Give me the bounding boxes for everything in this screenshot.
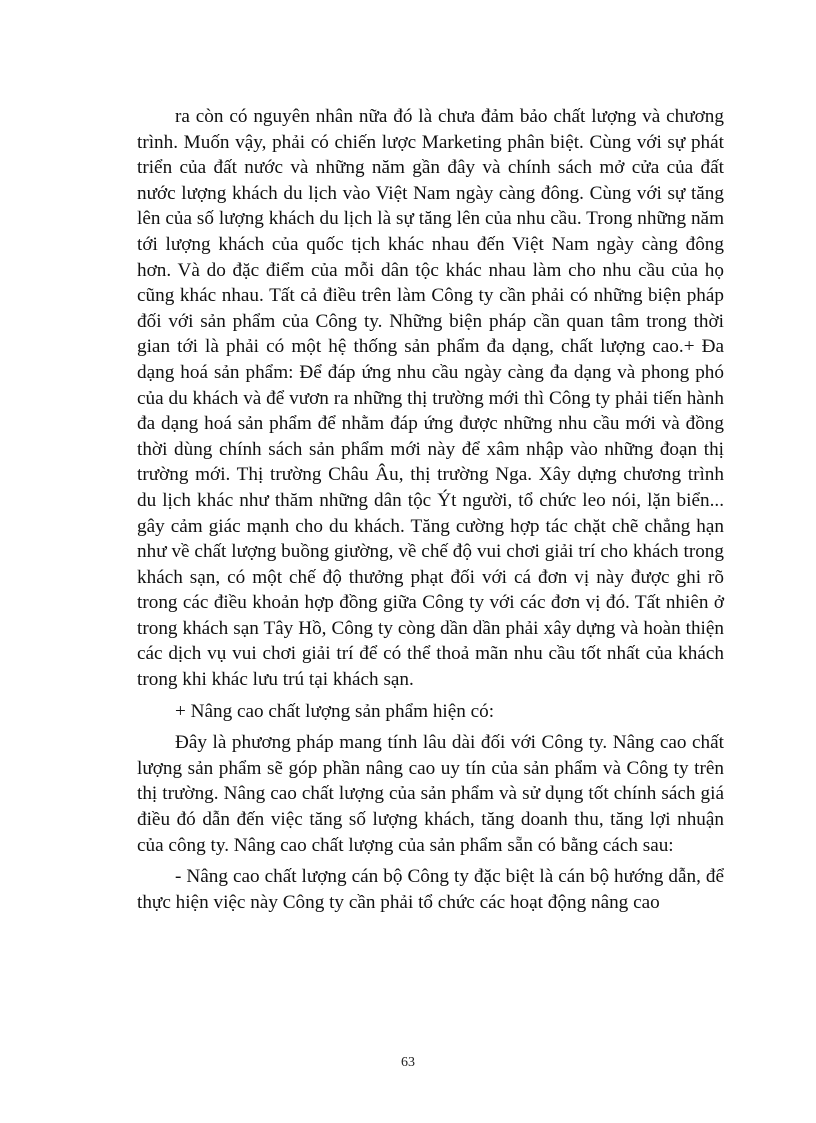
paragraph-staff-improvement: - Nâng cao chất lượng cán bộ Công ty đặc biệt là cán bộ hướng dẫn, để thực hiện việc này Công ty cần phải tổ chức các hoạt động nâng cao xyxy=(137,866,724,913)
paragraph-marketing-strategy: ra còn có nguyên nhân nữa đó là chưa đảm bảo chất lượng và chương trình. Muốn vậy, phải có chiến lược Marketing phân biệt. Cùng với sự phát triển của đất nước và những năm gần đây và chính sách mở cửa của đất nước lượng khách du lịch vào Việt Nam ngày càng đông. Cùng với sự tăng lên của số lượng khách du lịch là sự tăng lên của nhu cầu. Trong những năm tới lượng khách của quốc tịch khác nhau đến Việt Nam ngày càng đông hơn. Và do đặc điểm của mỗi dân tộc khác nhau làm cho nhu cầu của họ cũng khác nhau. Tất cả điều trên làm Công ty cần phải có những biện pháp đối với sản phẩm của Công ty. Những biện pháp cần quan tâm trong thời gian tới là phải có một hệ thống sản phẩm đa dạng, chất lượng cao.+ Đa dạng hoá sản phẩm: Để đáp ứng nhu cầu ngày càng đa dạng và phong phó của du khách và để vươn ra những thị trường mới thì Công ty phải tiến hành đa dạng hoá sản phẩm để nhằm đáp ứng được những nhu cầu mới và đồng thời dùng chính sách sản phẩm mới này để xâm nhập vào những đoạn thị trường mới. Thị trường Châu Âu, thị trường Nga. Xây dựng chương trình du lịch khác như thăm những dân tộc Ýt người, tổ chức leo nói, lặn biển... gây cảm giác mạnh cho du khách. Tăng cường hợp tác chặt chẽ chẳng hạn như về chất lượng buồng giường, về chế độ vui chơi giải trí cho khách trong khách sạn, có một chế độ thưởng phạt đối với cá đơn vị này được ghi rõ trong các điều khoản hợp đồng giữa Công ty với các đơn vị đó. Tất nhiên ở trong khách sạn Tây Hồ, Công ty còng dần dần phải xây dựng và hoàn thiện các dịch vụ vui chơi giải trí để có thể thoả mãn nhu cầu tốt nhất của khách trong khi khác lưu trú tại khách sạn. xyxy=(137,106,724,691)
page-number: 63 xyxy=(401,1055,415,1070)
paragraph-quality-improvement: Đây là phương pháp mang tính lâu dài đối với Công ty. Nâng cao chất lượng sản phẩm sẽ góp phần nâng cao uy tín của sản phẩm và Công ty trên thị trường. Nâng cao chất lượng của sản phẩm và sử dụng tốt chính sách giá điều đó dẫn đến việc tăng số lượng khách, tăng doanh thu, tăng lợi nhuận của công ty. Nâng cao chất lượng của sản phẩm sẵn có bằng cách sau: xyxy=(137,732,724,856)
body-text xyxy=(137,104,724,915)
paragraph-heading-quality: + Nâng cao chất lượng sản phẩm hiện có: xyxy=(175,700,495,722)
